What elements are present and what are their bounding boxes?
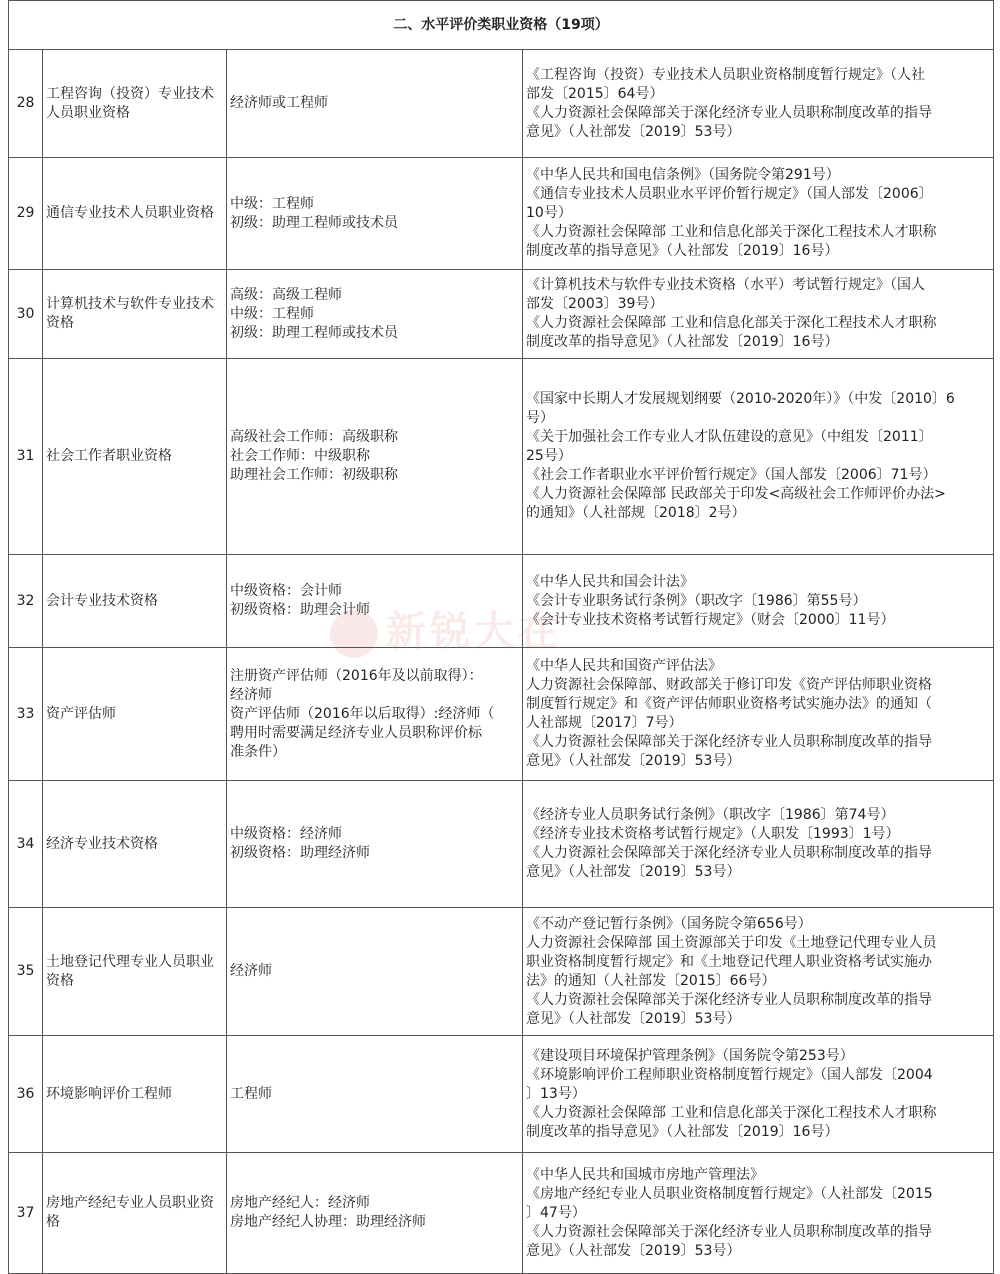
policy-basis-line: 《人力资源社会保障部 工业和信息化部关于深化工程技术人才职称 bbox=[526, 224, 937, 240]
policy-basis-line: 意见》（人社部发〔2019〕53号） bbox=[526, 864, 741, 880]
policy-basis-line: 制度暂行规定》和《资产评估师职业资格考试实施办法》的通知（ bbox=[526, 696, 932, 712]
policy-basis-line: 《国家中长期人才发展规划纲要（2010-2020年）》（中发〔2010〕6 bbox=[526, 391, 955, 407]
policy-basis-line: 《会计专业职务试行条例》（职改字〔1986〕第55号） bbox=[526, 592, 867, 609]
row-number: 30 bbox=[9, 270, 43, 359]
policy-basis-line: 制度改革的指导意见》（人社部发〔2019〕16号） bbox=[526, 243, 839, 259]
policy-basis-line: 《人力资源社会保障部 民政部关于印发<高级社会工作师评价办法> bbox=[526, 486, 946, 502]
policy-basis-line: 《人力资源社会保障部关于深化经济专业人员职称制度改革的指导 bbox=[526, 104, 932, 121]
policy-basis-line: 《房地产经纪专业人员职业资格制度暂行规定》（人社部发〔2015 bbox=[526, 1185, 933, 1202]
policy-basis-line: 《关于加强社会工作专业人才队伍建设的意见》（中组发〔2011〕 bbox=[526, 429, 933, 445]
policy-basis-line: 《社会工作者职业水平评价暂行规定》（国人部发〔2006〕71号） bbox=[526, 467, 937, 483]
table-row bbox=[9, 555, 994, 648]
qualification-name: 土地登记代理专业人员职业资格 bbox=[43, 908, 227, 1036]
policy-basis-line: 意见》（人社部发〔2019〕53号） bbox=[526, 123, 741, 140]
title-level-line: 初级：助理工程师或技术员 bbox=[230, 214, 398, 231]
title-level-line: 初级资格：助理会计师 bbox=[230, 602, 370, 618]
row-number: 34 bbox=[9, 781, 43, 908]
qualification-name: 经济专业技术资格 bbox=[43, 781, 227, 908]
title-level-line: 准条件） bbox=[230, 743, 286, 760]
policy-basis-line: 《通信专业技术人员职业水平评价暂行规定》（国人部发〔2006〕 bbox=[526, 186, 933, 202]
qualification-name: 资产评估师 bbox=[43, 648, 227, 781]
policy-basis-line: 人社部规〔2017〕7号） bbox=[526, 715, 683, 731]
policy-basis-line: 25号） bbox=[526, 448, 572, 464]
title-level-line: 高级：高级工程师 bbox=[230, 286, 342, 303]
policy-basis-line: 的通知》（人社部规〔2018〕2号） bbox=[526, 505, 746, 521]
policy-basis-line: 《经济专业技术资格考试暂行规定》（人职发〔1993〕1号） bbox=[526, 826, 900, 842]
policy-basis bbox=[523, 648, 994, 781]
table-row bbox=[9, 648, 994, 781]
policy-basis bbox=[523, 158, 994, 270]
qualification-name: 环境影响评价工程师 bbox=[43, 1036, 227, 1153]
policy-basis-line: 意见》（人社部发〔2019〕53号） bbox=[526, 1010, 741, 1027]
section-header-row bbox=[9, 1, 994, 50]
qualification-name: 计算机技术与软件专业技术资格 bbox=[43, 270, 227, 359]
title-level bbox=[227, 648, 523, 781]
qualification-name: 会计专业技术资格 bbox=[43, 555, 227, 648]
qualification-name: 房地产经纪专业人员职业资格 bbox=[43, 1153, 227, 1274]
title-level bbox=[227, 1153, 523, 1274]
title-level-line: 经济师或工程师 bbox=[230, 95, 328, 111]
title-level-line: 房地产经纪人：经济师 bbox=[230, 1195, 370, 1211]
title-level-line: 经济师 bbox=[230, 963, 272, 979]
qualification-name: 社会工作者职业资格 bbox=[43, 359, 227, 555]
policy-basis-line: 《不动产登记暂行条例》（国务院令第656号） bbox=[526, 915, 812, 932]
policy-basis bbox=[523, 781, 994, 908]
policy-basis-line: 《人力资源社会保障部关于深化经济专业人员职称制度改革的指导 bbox=[526, 991, 932, 1008]
title-level bbox=[227, 1036, 523, 1153]
title-level-line: 中级资格：经济师 bbox=[230, 826, 342, 842]
policy-basis-line: 《中华人民共和国电信条例》（国务院令第291号） bbox=[526, 167, 840, 183]
table-row bbox=[9, 908, 994, 1036]
policy-basis-line: 号） bbox=[526, 410, 554, 426]
qualification-name: 工程咨询（投资）专业技术人员职业资格 bbox=[43, 50, 227, 158]
title-level bbox=[227, 270, 523, 359]
row-number: 28 bbox=[9, 50, 43, 158]
qualification-table bbox=[8, 0, 994, 1274]
policy-basis bbox=[523, 359, 994, 555]
policy-basis-line: 《会计专业技术资格考试暂行规定》（财会〔2000〕11号） bbox=[526, 611, 895, 628]
policy-basis-line: 10号） bbox=[526, 205, 572, 221]
table-row bbox=[9, 1036, 994, 1153]
table-row bbox=[9, 781, 994, 908]
title-level bbox=[227, 908, 523, 1036]
policy-basis bbox=[523, 1153, 994, 1274]
row-number: 31 bbox=[9, 359, 43, 555]
qualification-name: 通信专业技术人员职业资格 bbox=[43, 158, 227, 270]
policy-basis-line: 《计算机技术与软件专业技术资格（水平）考试暂行规定》（国人 bbox=[526, 277, 925, 293]
policy-basis-line: 制度改革的指导意见》（人社部发〔2019〕16号） bbox=[526, 334, 839, 350]
title-level-line: 资产评估师（2016年以后取得）:经济师（ bbox=[230, 705, 495, 722]
policy-basis-line: 《建设项目环境保护管理条例》（国务院令第253号） bbox=[526, 1047, 854, 1064]
title-level-line: 初级：助理工程师或技术员 bbox=[230, 324, 398, 341]
policy-basis-line: 《人力资源社会保障部关于深化经济专业人员职称制度改革的指导 bbox=[526, 1223, 932, 1240]
policy-basis-line: 法》的通知（人社部发〔2015〕66号） bbox=[526, 972, 776, 989]
title-level-line: 社会工作师：中级职称 bbox=[230, 448, 370, 464]
policy-basis-line: 《中华人民共和国会计法》 bbox=[526, 573, 694, 590]
title-level-line: 经济师 bbox=[230, 686, 272, 703]
watermark: 新锐大在 bbox=[330, 600, 562, 658]
title-level-line: 注册资产评估师（2016年及以前取得）： bbox=[230, 667, 483, 684]
policy-basis-line: 人力资源社会保障部 国土资源部关于印发《土地登记代理专业人员 bbox=[526, 934, 937, 951]
row-number: 36 bbox=[9, 1036, 43, 1153]
policy-basis bbox=[523, 270, 994, 359]
row-number: 33 bbox=[9, 648, 43, 781]
policy-basis-line: 部发〔2015〕64号） bbox=[526, 85, 664, 102]
policy-basis-line: 意见》（人社部发〔2019〕53号） bbox=[526, 1242, 741, 1259]
title-level bbox=[227, 50, 523, 158]
table-row bbox=[9, 359, 994, 555]
policy-basis bbox=[523, 908, 994, 1036]
row-number: 37 bbox=[9, 1153, 43, 1274]
table-row bbox=[9, 1153, 994, 1274]
policy-basis-line: 职业资格制度暂行规定》和《土地登记代理人职业资格考试实施办 bbox=[526, 953, 932, 970]
section-title: 二、水平评价类职业资格（19项） bbox=[9, 1, 994, 50]
title-level bbox=[227, 555, 523, 648]
title-level bbox=[227, 781, 523, 908]
policy-basis bbox=[523, 50, 994, 158]
table-row bbox=[9, 270, 994, 359]
title-level-line: 助理社会工作师：初级职称 bbox=[230, 467, 398, 483]
title-level-line: 中级：工程师 bbox=[230, 305, 314, 322]
policy-basis-line: 《人力资源社会保障部 工业和信息化部关于深化工程技术人才职称 bbox=[526, 315, 937, 331]
title-level-line: 聘用时需要满足经济专业人员职称评价标 bbox=[230, 724, 482, 741]
title-level-line: 中级资格：会计师 bbox=[230, 583, 342, 599]
policy-basis-line: 《中华人民共和国资产评估法》 bbox=[526, 658, 722, 674]
policy-basis-line: 部发〔2003〕39号） bbox=[526, 296, 664, 312]
policy-basis-line: 《人力资源社会保障部关于深化经济专业人员职称制度改革的指导 bbox=[526, 845, 932, 861]
policy-basis-line: 《人力资源社会保障部关于深化经济专业人员职称制度改革的指导 bbox=[526, 734, 932, 750]
title-level-line: 初级资格：助理经济师 bbox=[230, 845, 370, 861]
policy-basis-line: 〕47号） bbox=[526, 1204, 586, 1221]
policy-basis-line: 《中华人民共和国城市房地产管理法》 bbox=[526, 1166, 764, 1183]
row-number: 29 bbox=[9, 158, 43, 270]
title-level-line: 工程师 bbox=[230, 1085, 272, 1102]
policy-basis-line: 《工程咨询（投资）专业技术人员职业资格制度暂行规定》（人社 bbox=[526, 66, 925, 83]
table-row bbox=[9, 158, 994, 270]
policy-basis-line: 《环境影响评价工程师职业资格制度暂行规定》（国人部发〔2004 bbox=[526, 1066, 933, 1083]
table-row bbox=[9, 50, 994, 158]
title-level bbox=[227, 158, 523, 270]
title-level bbox=[227, 359, 523, 555]
policy-basis bbox=[523, 1036, 994, 1153]
title-level-line: 高级社会工作师：高级职称 bbox=[230, 429, 398, 445]
row-number: 32 bbox=[9, 555, 43, 648]
policy-basis-line: 人力资源社会保障部、财政部关于修订印发《资产评估师职业资格 bbox=[526, 677, 932, 693]
policy-basis-line: 《人力资源社会保障部 工业和信息化部关于深化工程技术人才职称 bbox=[526, 1104, 937, 1121]
row-number: 35 bbox=[9, 908, 43, 1036]
policy-basis-line: 制度改革的指导意见》（人社部发〔2019〕16号） bbox=[526, 1123, 839, 1140]
title-level-line: 中级：工程师 bbox=[230, 195, 314, 212]
policy-basis-line: 《经济专业人员职务试行条例》（职改字〔1986〕第74号） bbox=[526, 807, 895, 823]
policy-basis bbox=[523, 555, 994, 648]
title-level-line: 房地产经纪人协理：助理经济师 bbox=[230, 1214, 426, 1230]
policy-basis-line: 意见》（人社部发〔2019〕53号） bbox=[526, 753, 741, 769]
policy-basis-line: 〕13号） bbox=[526, 1085, 586, 1102]
